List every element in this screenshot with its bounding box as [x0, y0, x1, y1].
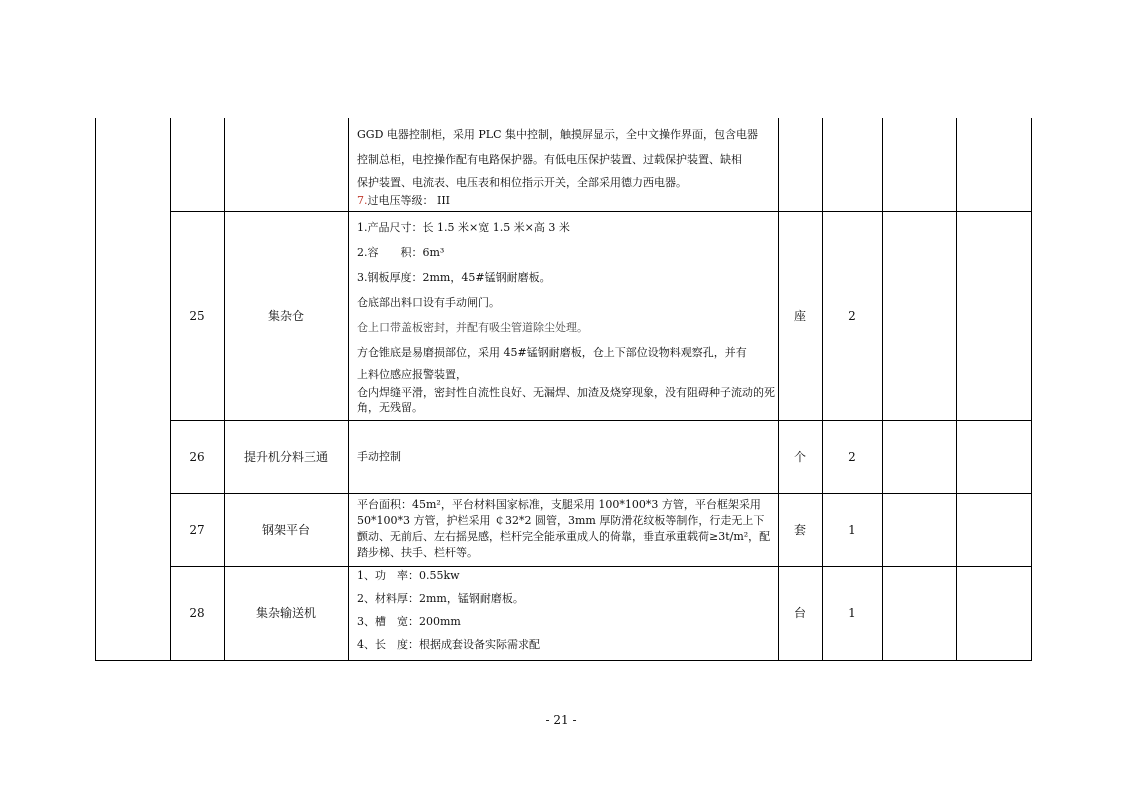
page-number: - 21 - [545, 713, 577, 727]
item-quantity: 2 [848, 308, 856, 323]
item-spec [357, 497, 775, 561]
item-spec [357, 564, 775, 656]
item-spec [357, 420, 775, 493]
spec-line: 控制总柜，电控操作配有电路保护器。有低电压保护装置、过载保护装置、缺相 [357, 153, 742, 166]
continuation-spec [357, 122, 775, 208]
item-name: 提升机分料三通 [243, 449, 328, 464]
spec-line: 仓底部出料口设有手动闸门。 [357, 296, 500, 309]
table-bottom-border [95, 660, 1032, 661]
item-quantity: 1 [848, 522, 856, 537]
col-border [1031, 118, 1032, 661]
spec-line: 仓内焊缝平滑，密封性自流性良好、无漏焊、加渣及烧穿现象，没有阻碍种子流动的死角，无残留。 [357, 386, 775, 414]
item-unit: 台 [793, 606, 806, 620]
spec-line [357, 194, 775, 208]
spec-line: GGD 电器控制柜，采用 PLC 集中控制，触摸屏显示，全中文操作界面，包含电器 [357, 128, 759, 141]
col-border [882, 118, 883, 661]
spec-line: 平台面积：45m²，平台材料国家标准，支腿采用 100*100*3 方管，平台框架采用 50*100*3 方管，护栏采用 ￠32*2 圆管，3mm 厚防滑花纹板等制作，行走无上下颤动、无前后、左右摇晃感，栏杆完全能承重成人的倚靠，垂直承重载荷≥3t/m²，配踏步梯、扶手、栏杆等。 [357, 498, 771, 559]
item-number: 7. [357, 194, 368, 207]
item-name: 钢架平台 [261, 522, 310, 537]
item-quantity: 1 [848, 606, 856, 620]
spec-line: 1、功 率：0.55kw [357, 569, 460, 582]
spec-line: 方仓锥底是易磨损部位，采用 45#锰钢耐磨板，仓上下部位设物料观察孔，并有 [357, 346, 747, 359]
spec-line: 3、槽 宽：200mm [357, 615, 461, 628]
spec-text: 过电压等级： III [367, 194, 451, 207]
item-name: 集杂仓 [267, 308, 304, 323]
spec-line: 2.容 积：6m³ [357, 246, 445, 259]
item-unit: 套 [793, 522, 806, 537]
spec-line: 4、长 度：根据成套设备实际需求配 [357, 638, 540, 651]
col-border [95, 118, 96, 661]
col-border [348, 118, 349, 661]
spec-line: 仓上口带盖板密封，并配有吸尘管道除尘处理。 [357, 321, 588, 334]
col-border [956, 118, 957, 661]
spec-line: 2、材料厚：2mm，锰钢耐磨板。 [357, 592, 524, 605]
item-unit: 座 [793, 308, 806, 323]
row-number: 25 [189, 308, 205, 323]
spec-line: 保护装置、电流表、电压表和相位指示开关，全部采用德力西电器。 [357, 176, 687, 189]
item-unit: 个 [793, 449, 806, 464]
row-number: 26 [189, 449, 205, 464]
item-spec [357, 215, 775, 415]
spec-line: 1.产品尺寸：长 1.5 米×宽 1.5 米×高 3 米 [357, 221, 570, 234]
row-number: 27 [189, 522, 205, 537]
spec-line: 上料位感应报警装置， [357, 368, 467, 381]
item-quantity: 2 [848, 449, 856, 464]
row-number: 28 [189, 606, 205, 620]
spec-line: 手动控制 [357, 450, 401, 463]
spec-line: 3.钢板厚度：2mm，45#锰钢耐磨板。 [357, 271, 551, 284]
item-name: 集杂输送机 [255, 606, 316, 620]
